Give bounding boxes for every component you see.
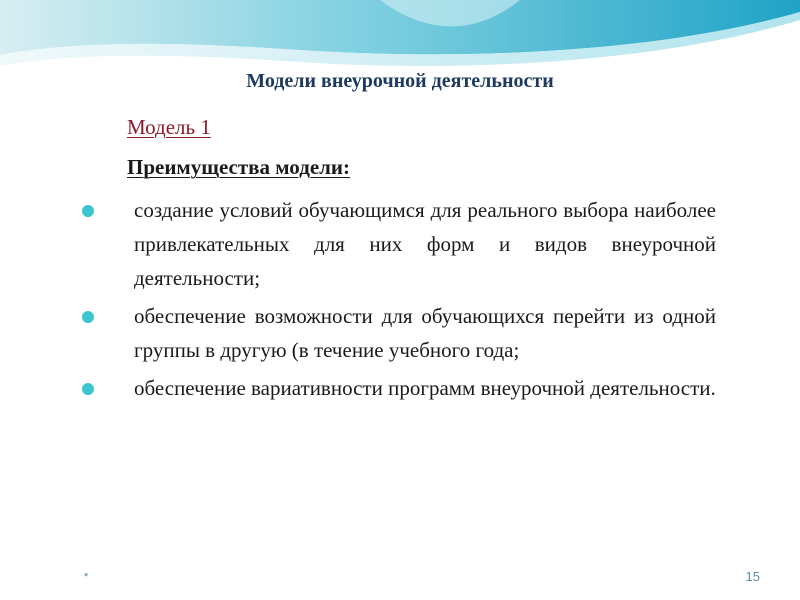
advantages-heading: Преимущества модели: — [127, 155, 351, 179]
list-item-text: обеспечение возможности для обучающихся перейти из одной группы в другую (в течение учебного года; — [134, 304, 716, 362]
model-label: Модель 1 — [127, 115, 211, 139]
bullet-icon — [82, 205, 94, 217]
bullet-icon — [82, 311, 94, 323]
list-item — [0, 371, 716, 405]
page-number: 15 — [745, 569, 760, 584]
slide-title: Модели внеурочной деятельности — [246, 70, 554, 92]
advantages-list — [0, 193, 800, 409]
list-item — [0, 299, 716, 367]
footer-marker: * — [84, 571, 89, 583]
list-item-text: создание условий обучающимся для реального выбора наиболее привлекательных для них форм и видов внеурочной деятельности; — [134, 198, 716, 290]
list-item-text: обеспечение вариативности программ внеурочной деятельности. — [134, 376, 716, 400]
bullet-icon — [82, 383, 94, 395]
list-item — [0, 193, 716, 295]
